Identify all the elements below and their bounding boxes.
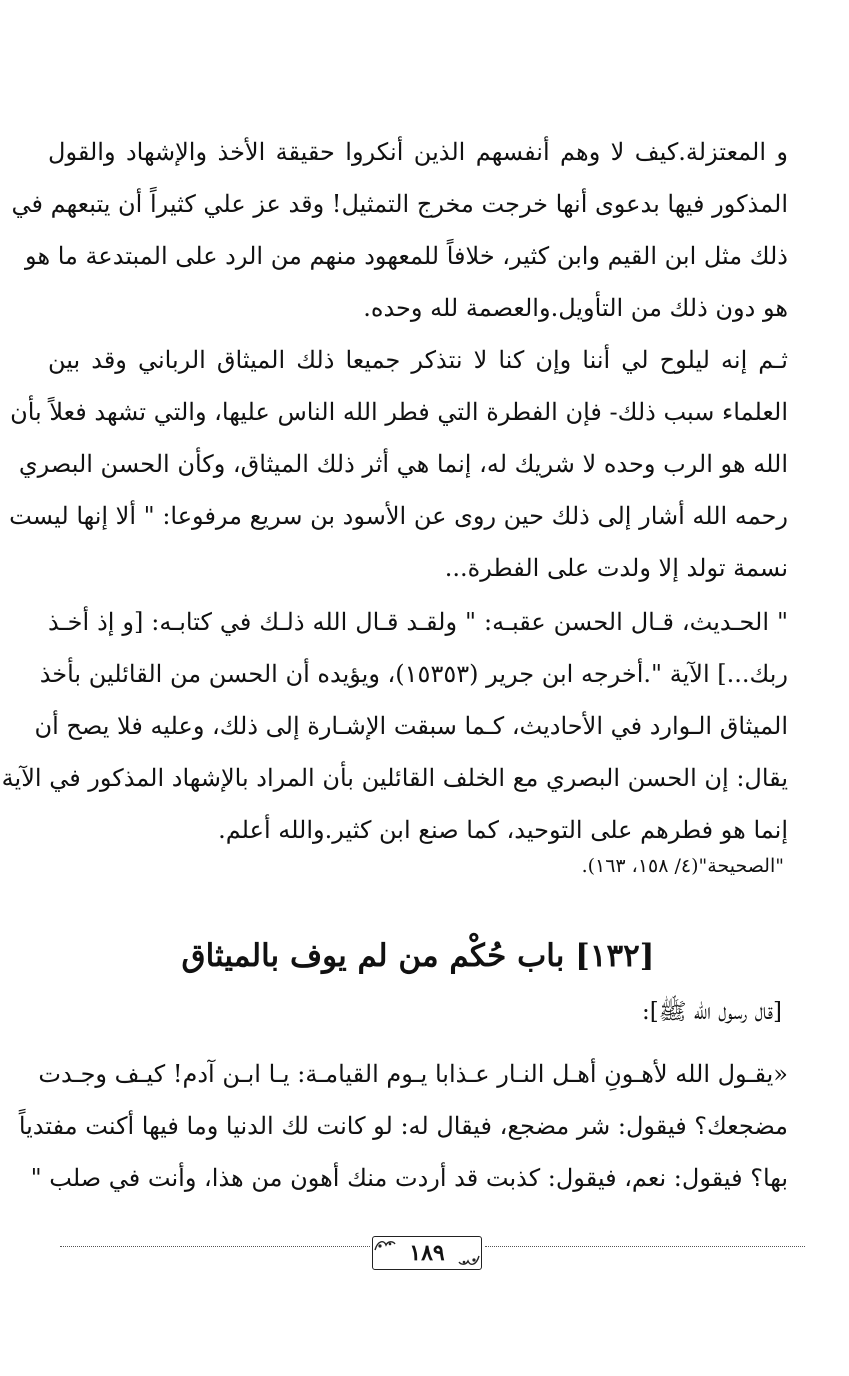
text-line: إنما هو فطرهم على التوحيد، كما صنع ابن كثير.والله أعلم. bbox=[218, 816, 788, 844]
text-line: «يقـول الله لأهـونِ أهـل النـار عـذابا يـوم القيامـة: يـا ابـن آدم! كيـف وجـدت bbox=[38, 1060, 788, 1088]
text-line: مضجعك؟ فيقول: شر مضجع، فيقال له: لو كانت لك الدنيا وما فيها أكنت مفتدياً bbox=[18, 1112, 788, 1140]
hadith-heading: [قال رسول الله ﷺ]: bbox=[641, 999, 782, 1025]
text-line: " الحـديث، قـال الحسن عقبـه: " ولقـد قـال الله ذلـك في كتابـه: [و إذ أخـذ bbox=[48, 608, 788, 636]
chapter-title: [١٣٢] باب حُكْم من لم يوف بالميثاق bbox=[181, 938, 655, 974]
page-number-frame bbox=[372, 1236, 482, 1270]
text-line: رحمه الله أشار إلى ذلك حين روى عن الأسود بن سريع مرفوعا: " ألا إنها ليست bbox=[9, 502, 788, 530]
paragraph-1 bbox=[11, 126, 788, 334]
text-line: ثـم إنه ليلوح لي أننا وإن كنا لا نتذكر جميعا ذلك الميثاق الرباني وقد بين bbox=[48, 346, 788, 374]
hadith-text bbox=[18, 1048, 788, 1204]
text-line: يقال: إن الحسن البصري مع الخلف القائلين بأن المراد بالإشهاد المذكور في الآية bbox=[1, 764, 788, 792]
text-line: ذلك مثل ابن القيم وابن كثير، خلافاً للمعهود منهم من الرد على المبتدعة ما هو bbox=[25, 242, 788, 270]
text-line: الله هو الرب وحده لا شريك له، إنما هي أثر ذلك الميثاق، وكأن الحسن البصري bbox=[18, 450, 788, 478]
text-line: هو دون ذلك من التأويل.والعصمة لله وحده. bbox=[363, 294, 788, 322]
footer-rule bbox=[485, 1246, 805, 1247]
text-line: المذكور فيها بدعوى أنها خرجت مخرج التمثيل! وقد عز علي كثيراً أن يتبعهم في bbox=[11, 190, 788, 218]
text-line: الميثاق الـوارد في الأحاديث، كـما سبقت الإشـارة إلى ذلك، وعليه فلا يصح أن bbox=[34, 712, 788, 740]
text-line: العلماء سبب ذلك- فإن الفطرة التي فطر الله الناس عليها، والتي تشهد فعلاً بأن bbox=[10, 398, 788, 426]
text-line: و المعتزلة.كيف لا وهم أنفسهم الذين أنكروا حقيقة الأخذ والإشهاد والقول bbox=[48, 138, 788, 166]
page-footer bbox=[60, 1236, 805, 1276]
text-line: بها؟ فيقول: نعم، فيقول: كذبت قد أردت منك أهون من هذا، وأنت في صلب " bbox=[30, 1164, 788, 1192]
text-line: ربك...] الآية ".أخرجه ابن جرير (١٥٣٥٣)، ويؤيده أن الحسن من القائلين بأخذ bbox=[39, 660, 788, 688]
source-citation: "الصحيحة"(٤/ ١٥٨، ١٦٣). bbox=[581, 855, 784, 877]
paragraph-2 bbox=[9, 334, 788, 594]
page-number: ١٨٩ bbox=[409, 1240, 445, 1266]
footer-rule bbox=[60, 1246, 370, 1247]
text-line: نسمة تولد إلا ولدت على الفطرة... bbox=[444, 554, 788, 582]
paragraph-3 bbox=[1, 596, 788, 856]
